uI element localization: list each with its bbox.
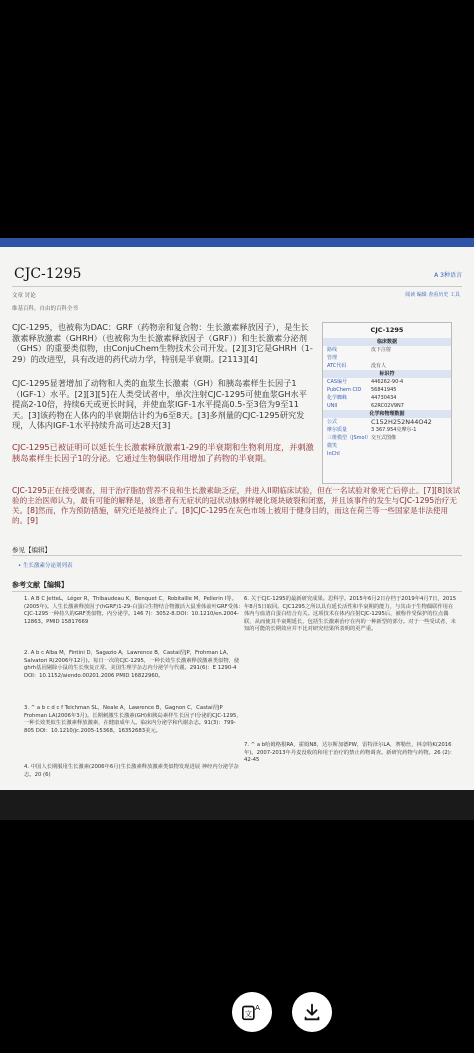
infobox-value <box>371 354 451 362</box>
infobox-key[interactable]: UNII <box>327 403 338 409</box>
reference-item[interactable]: 4. 中国人长期服用生长激素(2006年6月)生长激素释放激素类似物发现进展 神经内分泌学杂志。20 (6) <box>24 764 239 778</box>
reference-item[interactable]: 1. A B C JetteL，Léger R，Thibaudeau K，Benquet C，Robitaille M，Pellerin I等。(2005年)。人生长激素释放因子(hGRF)1-29-白蛋白生物结合物激活大鼠垂体前叶GRF受体：CJC-1295一种持久的GRF类似物。内分泌学。146 7)：3052-8.DOI：10.1210/en.2004-12863。PMID 15817669 <box>24 596 244 625</box>
infobox-key[interactable]: 化学蜘蛛 <box>327 395 348 401</box>
infobox-title: CJC-1295 <box>370 326 404 334</box>
infobox-value: 没有人 <box>371 363 387 369</box>
download-icon <box>301 1001 323 1023</box>
infobox-row <box>323 394 451 402</box>
infobox-row <box>323 450 451 458</box>
infobox-value <box>371 442 451 450</box>
infobox-key[interactable]: 公式 <box>327 419 338 425</box>
infobox-key[interactable]: 摩尔质量 <box>327 427 348 433</box>
infobox-value[interactable]: 交互式图像 <box>371 435 397 441</box>
title-divider <box>12 286 462 287</box>
infobox-row <box>323 386 451 394</box>
infobox-row <box>323 426 451 434</box>
see-also-heading: 参见【编辑】 <box>12 546 51 554</box>
language-link[interactable]: A 3种语言 <box>434 272 462 279</box>
infobox-row <box>323 346 451 354</box>
infobox <box>322 322 452 484</box>
photo-bottom-shadow <box>0 790 474 820</box>
translate-icon <box>241 1001 263 1023</box>
infobox-value[interactable]: 62RC02V9N7 <box>371 403 404 409</box>
site-header-bar <box>0 238 474 247</box>
article-title: CJC-1295 <box>14 266 82 282</box>
infobox-key[interactable]: PubChem CID <box>327 387 362 393</box>
download-button[interactable] <box>292 992 332 1032</box>
svg-text:文: 文 <box>244 1009 252 1019</box>
article-source: 维基百科，自由的百科全书 <box>12 306 79 312</box>
infobox-row <box>323 418 451 426</box>
infobox-value[interactable]: 44730434 <box>371 395 397 401</box>
infobox-value[interactable]: 446262-90-4 <box>371 379 404 385</box>
references-heading: 参考文献【编辑】 <box>12 581 68 589</box>
paragraph-intro: CJC-1295，也被称为DAC：GRF（药物亲和复合物：生长激素释放因子），是生长激素释放激素（GHRH）（也被称为生长激素释放因子（GRF））和生长激素分泌剂（GHS）的重要类似物，由ConjuChem生物技术公司开发。[2][3]它是GHRH（1-29）的改进型，具有改进的药代动力学，特别是半衰期。[2113][4] <box>12 322 313 364</box>
reference-item[interactable]: 3. ^ a b c d c f Teichman SL，Neale A，Lawrence B，Gagnon C，Castai涅JP Frohman LA(2006年3月)。长期刺激生长激素(GH)和胰岛素样生长因子I分泌的CJC-1295，一种长效类似生长激素释放激素，在健康成年人。临床内分泌学和代谢杂志。91(3)：799-805 DOI：10.1210/jc.2005-15368。16352683美元。 <box>24 705 242 734</box>
paragraph-trials: CJC-1295正在接受调查，用于治疗脂肪营养不良和生长激素缺乏症，并进入II期临床试验，但在一名试验对象死亡后停止。[7][8]该试验的主治医师认为，最有可能的解释是，该患者有无症状的冠状动脉粥样硬化斑块破裂和闭塞，并且该事件的发生与CJC-1295治疗无关。[8]然而，作为预防措施，研究还是被终止了。[8]CJC-1295在灰色市场上被用于健身目的，而这在荷兰等一些国家是非法使用的。[9] <box>12 486 461 525</box>
article-tabs[interactable]: 文章 讨论 <box>12 293 36 299</box>
translate-button[interactable] <box>232 992 272 1032</box>
infobox-row <box>323 378 451 386</box>
infobox-key[interactable]: 微笑 <box>327 443 338 449</box>
infobox-key[interactable]: 路线 <box>327 347 338 353</box>
infobox-key[interactable]: InChI <box>327 451 340 457</box>
infobox-row <box>323 354 451 362</box>
infobox-section-identifiers: 标识符 <box>323 370 451 378</box>
references-divider <box>12 591 462 592</box>
infobox-key[interactable]: 管理 <box>327 355 338 361</box>
infobox-value <box>371 450 451 458</box>
infobox-value: 3 367.954克摩尔-1 <box>371 427 417 433</box>
infobox-value[interactable]: 56841945 <box>371 387 397 393</box>
see-also-divider <box>12 555 462 556</box>
paragraph-halflife: CJC-1295已被证明可以延长生长激素释放激素1-29的半衰期和生物利用度，并刺激胰岛素样生长因子1的分泌。它通过生物偶联作用增加了药物的半衰期。 <box>12 442 314 463</box>
infobox-row <box>323 362 451 370</box>
see-also-link[interactable]: • 生长激素分泌剂列表 <box>18 563 73 569</box>
reference-item[interactable]: 6. 关于CJC-1295的最新研究成果。思科学。2015年6月2日存档于2019年4月7日，2015年8月5日取回。CJC1295之所以具有延长活性和半衰期的能力，与其由于生物偶联作用在体内与血清白蛋白结合有关。这项技术在体内注射CJC-1295后，被称作受保护的位点偶联，从而使其半衰期延长，包括生长激素治疗在内的一种新型的部分。对于一些受试者，未知的可能的长期效应并不比对研究结果所表明的更严重。 <box>244 596 457 632</box>
infobox-section-clinical: 临床数据 <box>323 338 451 346</box>
infobox-value: 皮下注射 <box>371 347 392 353</box>
paragraph-effects: CJC-1295显著增加了动物和人类的血浆生长激素（GH）和胰岛素样生长因子1（IGF-1）水平。[2][3][5]在人类受试者中，单次注射CJC-1295可使血浆GH水平提高2-10倍，持续6天或更长时间，并使血浆IGF-1水平提高0.5-至3倍为9至11天。[3]该药物在人体内的半衰期估计约为6至8天。[3]多剂量的CJC-1295研究发现，人体内IGF-1水平持续升高可达28天[3] <box>12 378 307 430</box>
infobox-value: C152H252N44O42 <box>371 418 432 426</box>
svg-text:A: A <box>254 1003 261 1013</box>
infobox-row <box>323 402 451 410</box>
reference-item[interactable]: 2. A b c Alba M，Fintini D，Sagazio A，Lawrence B，Castai涅JP，Frohman LA，Salvatori R(2006年12月)。每日一次的CJC-1295，一种长效生长激素释放激素类似物，使ghrh基因剔除小鼠的生长恢复正常。美国生理学杂志内分泌学与代谢。291(6)：E 1290-4 DOI：10.1152/aiendo.00201.2006 PMID 16822960。 <box>24 650 240 679</box>
article-tools[interactable]: 阅读 编辑 查看历史 工具 <box>405 292 460 298</box>
infobox-key[interactable]: CAS编号 <box>327 379 348 385</box>
reference-item[interactable]: 7. ^ a b哈姆格根RA，霍姆N8，达尔斯加德PW，雷特泽尔LA，赛勒丝，林奈特K(2016年)。2007-2013年丹麦没收的和用于治疗的禁止药物调查。新研究药物与药物。26 (2)：42-45 <box>244 742 456 763</box>
infobox-key[interactable]: 三维模型（JSmol） <box>327 435 371 441</box>
infobox-section-chemistry: 化学和物理数据 <box>323 410 451 418</box>
infobox-row <box>323 434 451 442</box>
infobox-row <box>323 442 451 450</box>
infobox-key[interactable]: ATC代码 <box>327 363 347 369</box>
